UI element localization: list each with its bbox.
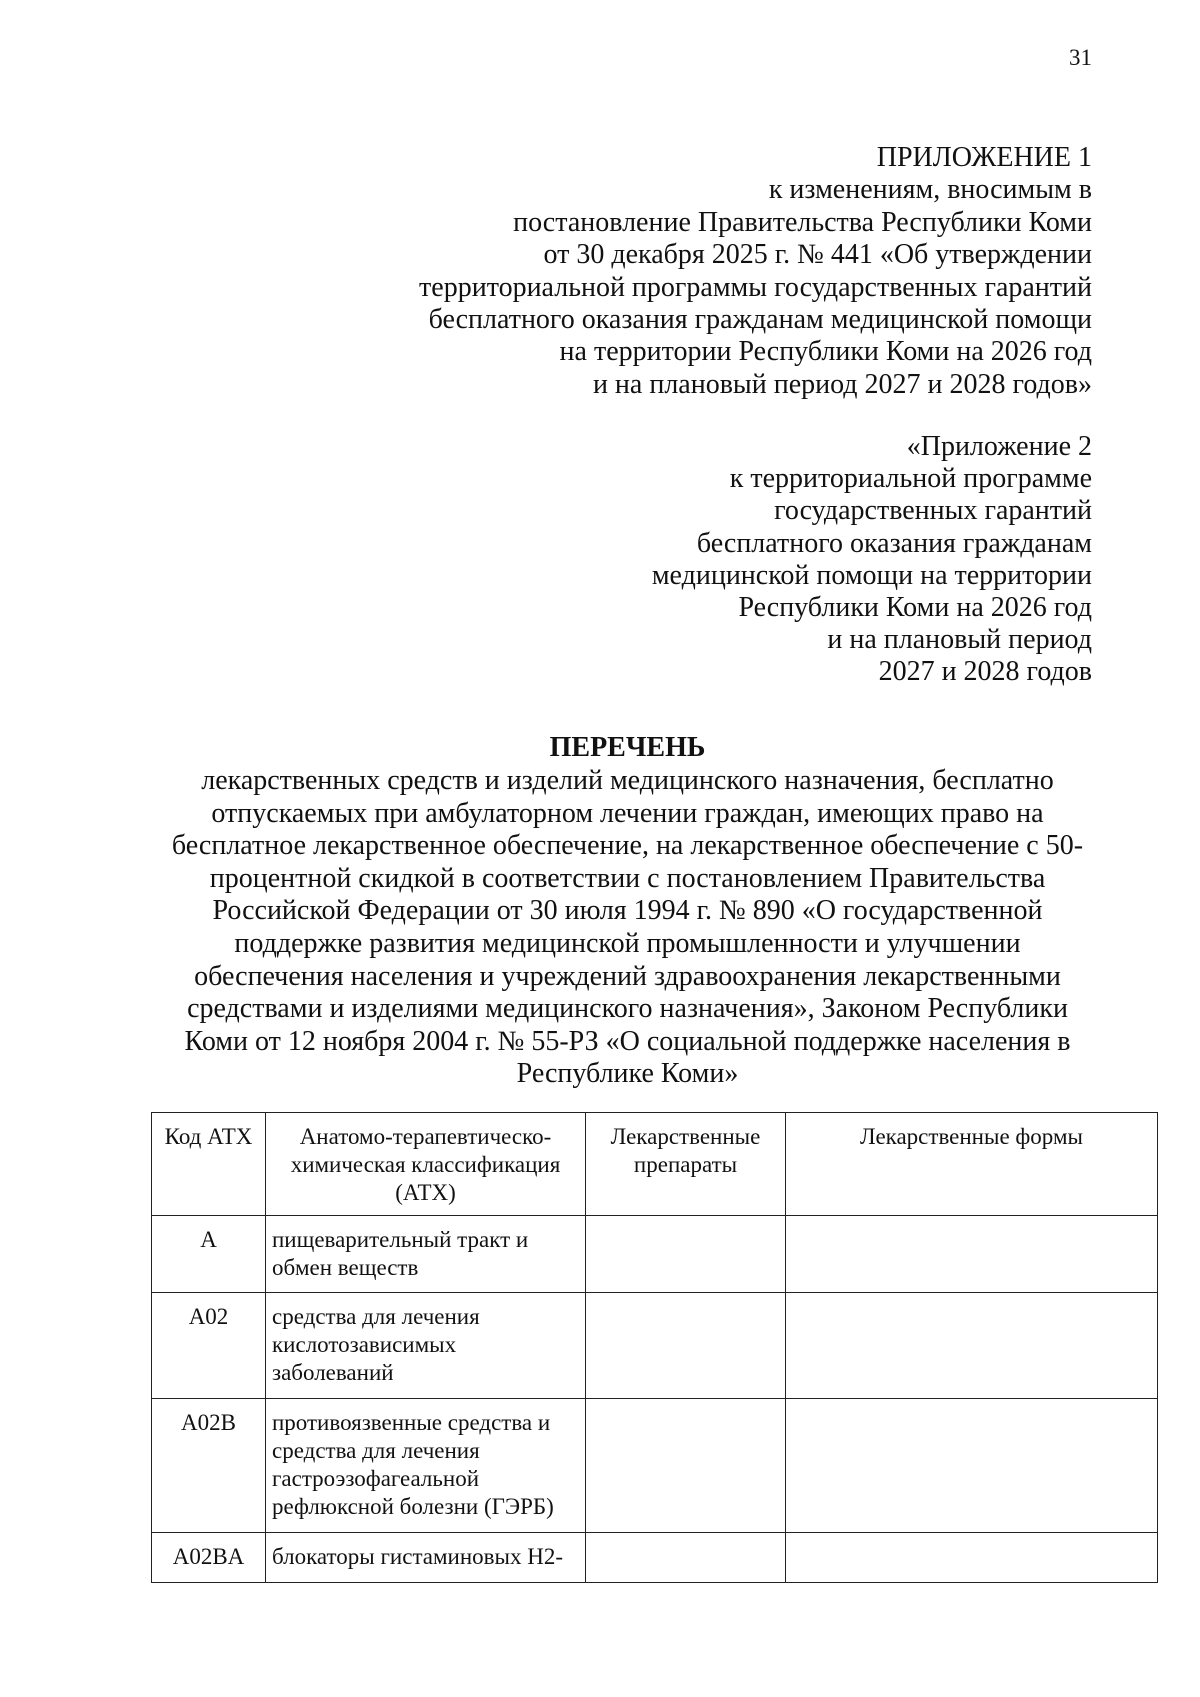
- atx-drug-table: [151, 1112, 1158, 1583]
- appendix-line: ПРИЛОЖЕНИЕ 1: [876, 142, 1092, 173]
- header-forms: Лекарственные формы: [786, 1113, 1158, 1216]
- appendix-line: бесплатного оказания гражданам медицинской помощи: [428, 304, 1092, 336]
- annex-line: государственных гарантий: [774, 495, 1092, 527]
- subtitle-line: обеспечения населения и учреждений здравоохранения лекарственными: [194, 960, 1061, 992]
- appendix-header: [292, 142, 1092, 401]
- subtitle-line: поддержке развития медицинской промышленности и улучшении: [234, 927, 1021, 959]
- row-drugs: [586, 1399, 786, 1533]
- subtitle-line: Коми от 12 ноября 2004 г. № 55-РЗ «О социальной поддержке населения в: [184, 1025, 1071, 1057]
- appendix-line: и на плановый период 2027 и 2028 годов»: [592, 368, 1092, 400]
- annex-line: Республики Коми на 2026 год: [738, 592, 1092, 624]
- document-subtitle: [0, 765, 1200, 1091]
- annex-line: 2027 и 2028 годов: [878, 656, 1092, 688]
- header-classification: Анатомо-терапевтическо- химическая классификация (АТХ): [266, 1113, 586, 1216]
- row-code: А: [152, 1216, 266, 1293]
- appendix-line: на территории Республики Коми на 2026 год: [559, 336, 1092, 368]
- annex-line: бесплатного оказания гражданам: [696, 527, 1092, 559]
- subtitle-line: средствами и изделиями медицинского назначения», Законом Республики: [187, 993, 1068, 1025]
- row-drugs: [586, 1293, 786, 1399]
- appendix-line: территориальной программы государственных гарантий: [419, 271, 1092, 303]
- row-forms: [786, 1533, 1158, 1583]
- row-code: A02B: [152, 1399, 266, 1533]
- annex-line: медицинской помощи на территории: [651, 559, 1092, 591]
- document-title: ПЕРЕЧЕНЬ: [549, 732, 706, 763]
- annex-header: [392, 431, 1092, 689]
- subtitle-line: бесплатное лекарственное обеспечение, на лекарственное обеспечение с 50-: [171, 830, 1084, 862]
- row-drugs: [586, 1533, 786, 1583]
- appendix-line: от 30 декабря 2025 г. № 441 «Об утверждении: [543, 239, 1092, 271]
- row-code: A02BA: [152, 1533, 266, 1583]
- subtitle-line: Республике Коми»: [516, 1058, 739, 1090]
- table-row: [152, 1533, 1158, 1583]
- table-row: [152, 1399, 1158, 1533]
- appendix-line: к изменениям, вносимым в: [768, 174, 1092, 206]
- table-header-row: [152, 1113, 1158, 1216]
- subtitle-line: отпускаемых при амбулаторном лечении граждан, имеющих право на: [211, 797, 1044, 829]
- annex-line: и на плановый период: [827, 624, 1092, 656]
- row-drugs: [586, 1216, 786, 1293]
- row-name: противоязвенные средства и средства для лечения гастроэзофагеальной рефлюксной болезни (ГЭРБ): [266, 1399, 586, 1533]
- row-name: блокаторы гистаминовых Н2-: [266, 1533, 586, 1583]
- subtitle-line: Российской Федерации от 30 июля 1994 г. № 890 «О государственной: [212, 895, 1043, 927]
- header-code: Код АТХ: [152, 1113, 266, 1216]
- row-forms: [786, 1216, 1158, 1293]
- annex-line: к территориальной программе: [729, 463, 1092, 495]
- row-forms: [786, 1293, 1158, 1399]
- row-name: пищеварительный тракт и обмен веществ: [266, 1216, 586, 1293]
- row-name: средства для лечения кислотозависимых заболеваний: [266, 1293, 586, 1399]
- table-row: [152, 1293, 1158, 1399]
- subtitle-line: процентной скидкой в соответствии с постановлением Правительства: [209, 862, 1046, 894]
- appendix-line: постановление Правительства Республики Коми: [513, 206, 1092, 238]
- table-row: [152, 1216, 1158, 1293]
- header-drugs: Лекарственные препараты: [586, 1113, 786, 1216]
- annex-line: «Приложение 2: [906, 431, 1092, 462]
- page-number: 31: [1069, 45, 1092, 70]
- subtitle-line: лекарственных средств и изделий медицинского назначения, бесплатно: [201, 765, 1054, 796]
- row-code: A02: [152, 1293, 266, 1399]
- row-forms: [786, 1399, 1158, 1533]
